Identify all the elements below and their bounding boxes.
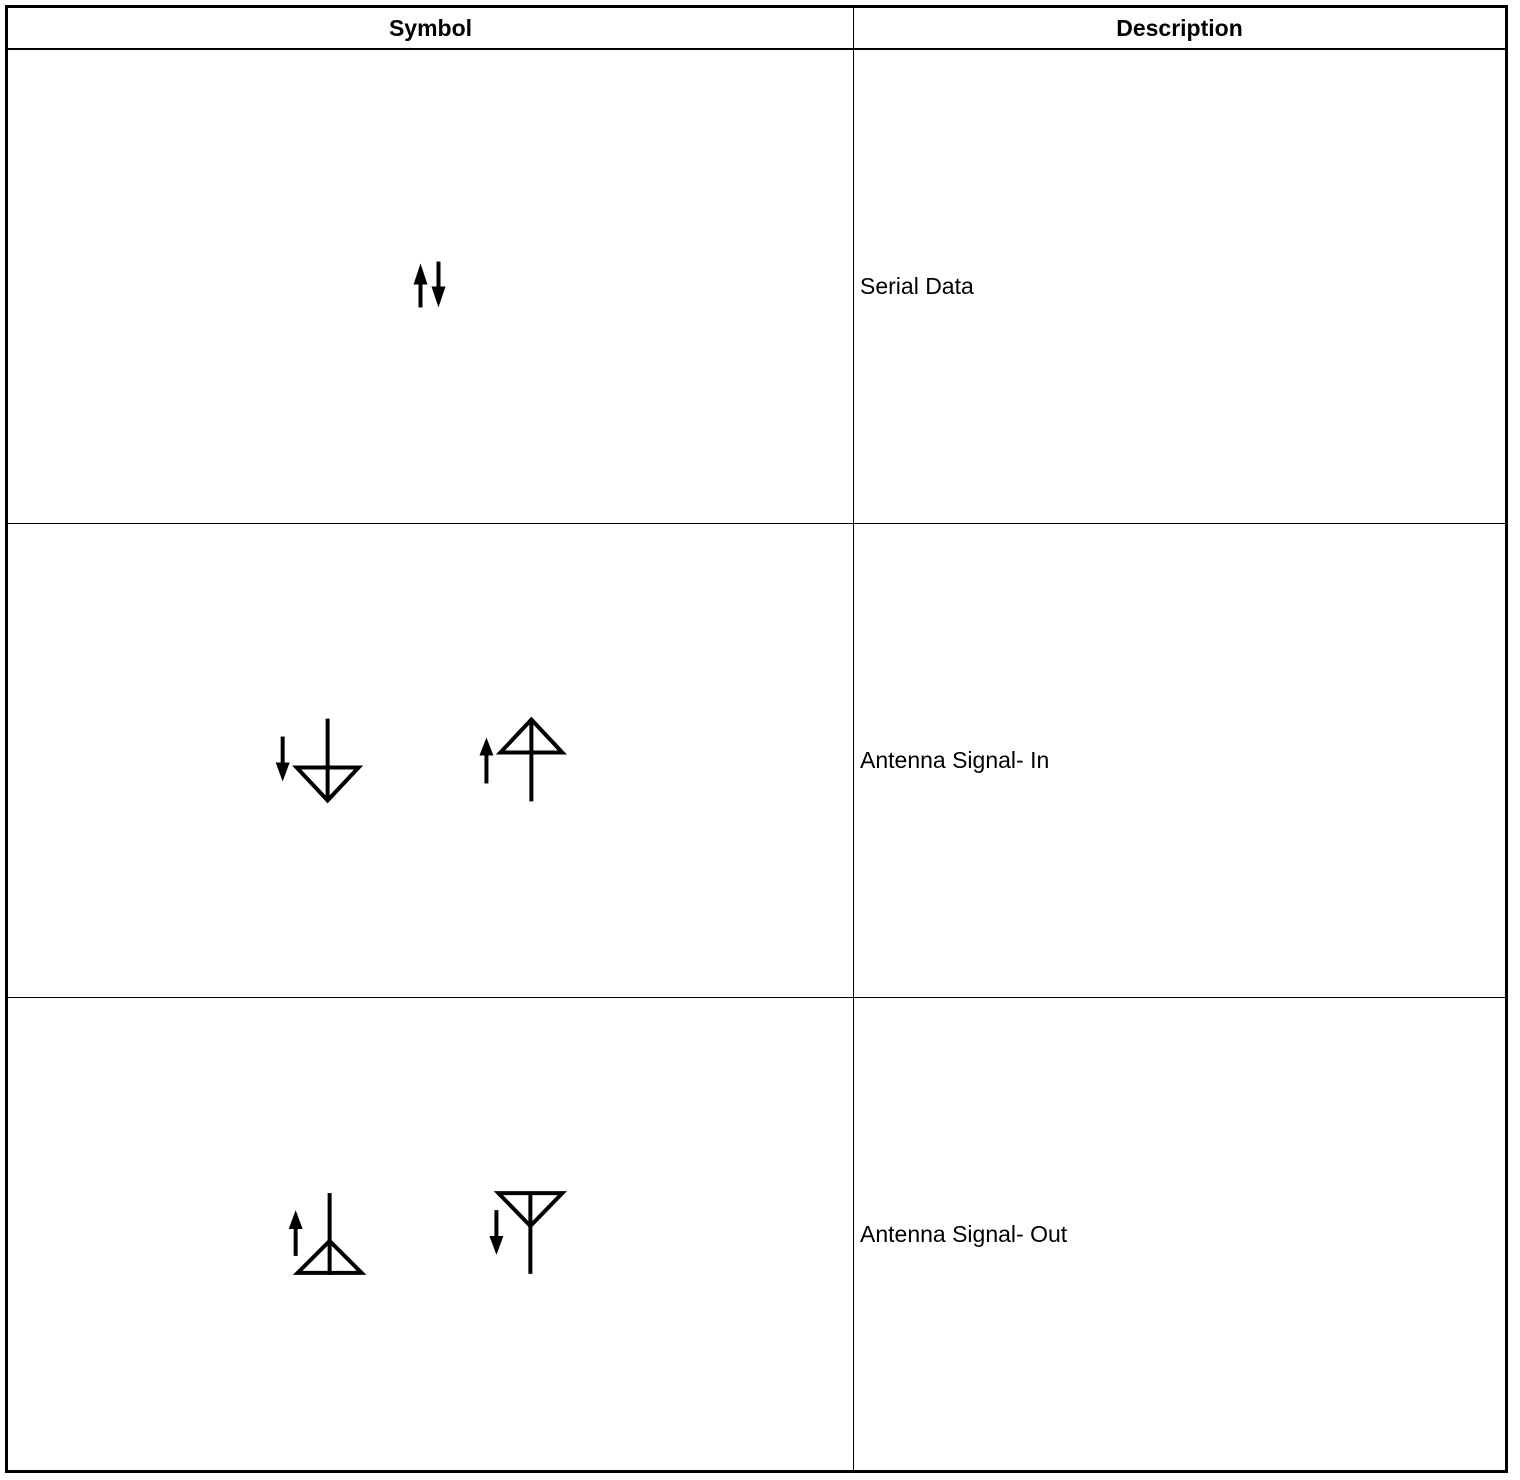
header-symbol: Symbol — [8, 8, 854, 50]
header-description: Description — [854, 8, 1505, 50]
symbol-cell-antenna-in — [8, 524, 854, 998]
antenna-out-symbols — [8, 998, 853, 1470]
antenna-out-ground-icon — [289, 1193, 362, 1275]
antenna-out-mast-icon — [489, 1193, 562, 1274]
antenna-in-mast-icon — [479, 719, 562, 802]
serial-data-icon — [8, 50, 853, 523]
antenna-in-ground-icon — [276, 719, 359, 802]
description-antenna-in: Antenna Signal- In — [854, 524, 1505, 998]
symbol-table — [5, 5, 1508, 1473]
description-serial-data: Serial Data — [854, 50, 1505, 524]
symbol-cell-antenna-out — [8, 998, 854, 1470]
description-antenna-out: Antenna Signal- Out — [860, 1220, 1068, 1247]
antenna-in-symbols — [8, 524, 853, 997]
symbol-cell-serial-data — [8, 50, 854, 524]
